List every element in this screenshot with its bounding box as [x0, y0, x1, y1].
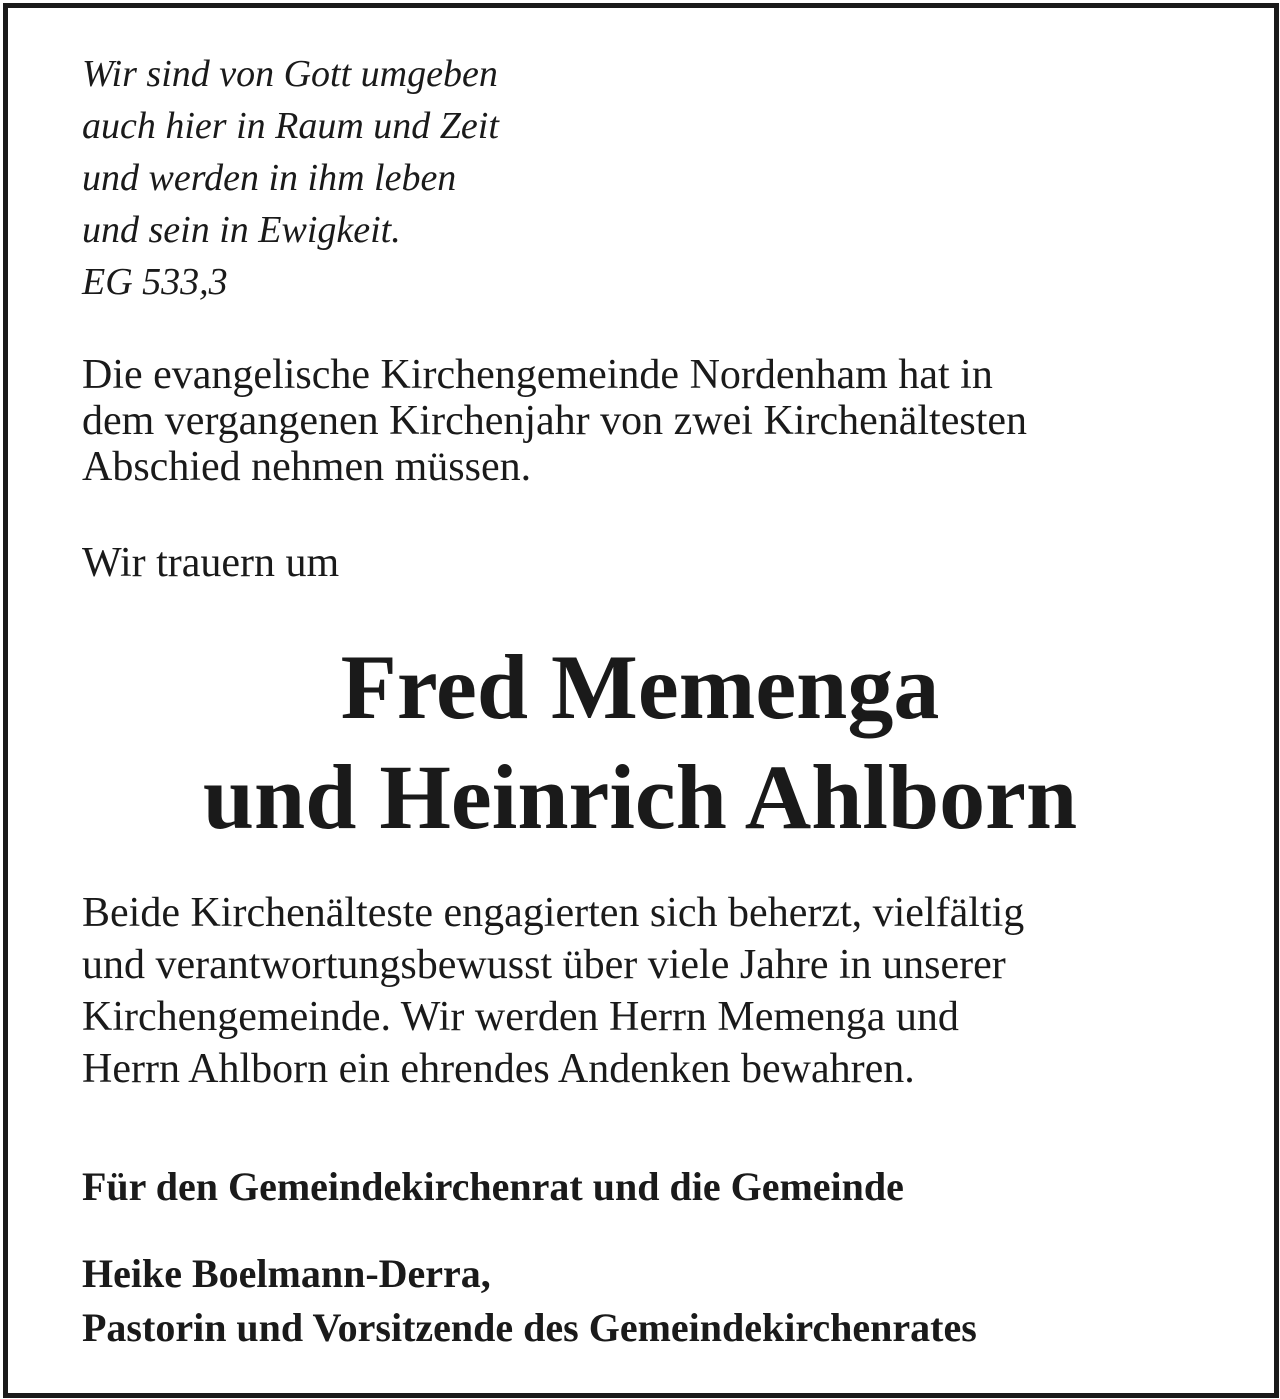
intro-line: dem vergangenen Kirchenjahr von zwei Kirchenältesten — [82, 398, 1027, 444]
tribute-line: Kirchengemeinde. Wir werden Herrn Memenga und — [82, 994, 959, 1040]
signatory-title: Pastorin und Vorsitzende des Gemeindekirchenrates — [82, 1305, 977, 1350]
tribute-line: Herrn Ahlborn ein ehrendes Andenken bewahren. — [82, 1046, 915, 1092]
signature-block — [82, 1247, 977, 1355]
deceased-name-1: Fred Memenga — [340, 636, 940, 738]
mourn-text: Wir trauern um — [82, 540, 340, 586]
intro-line: Abschied nehmen müssen. — [82, 444, 532, 490]
deceased-name-2: und Heinrich Ahlborn — [202, 746, 1078, 848]
intro-line: Die evangelische Kirchengemeinde Nordenham hat in — [82, 352, 993, 398]
verse-source: EG 533,3 — [82, 261, 228, 303]
tribute-line: Beide Kirchenälteste engagierten sich beherzt, vielfältig — [82, 890, 1025, 936]
tribute-line: und verantwortungsbewusst über viele Jahre in unserer — [82, 942, 1006, 988]
intro-paragraph — [82, 352, 1027, 490]
tribute-paragraph — [82, 887, 1024, 1095]
verse-line: auch hier in Raum und Zeit — [82, 105, 499, 147]
signatory-name: Heike Boelmann-Derra, — [82, 1251, 491, 1296]
deceased-names — [0, 632, 1280, 852]
hymn-verse — [82, 48, 499, 308]
verse-line: und sein in Ewigkeit. — [82, 209, 401, 251]
verse-line: Wir sind von Gott umgeben — [82, 53, 498, 95]
verse-line: und werden in ihm leben — [82, 157, 457, 199]
council-line: Für den Gemeindekirchenrat und die Gemeinde — [82, 1164, 904, 1209]
